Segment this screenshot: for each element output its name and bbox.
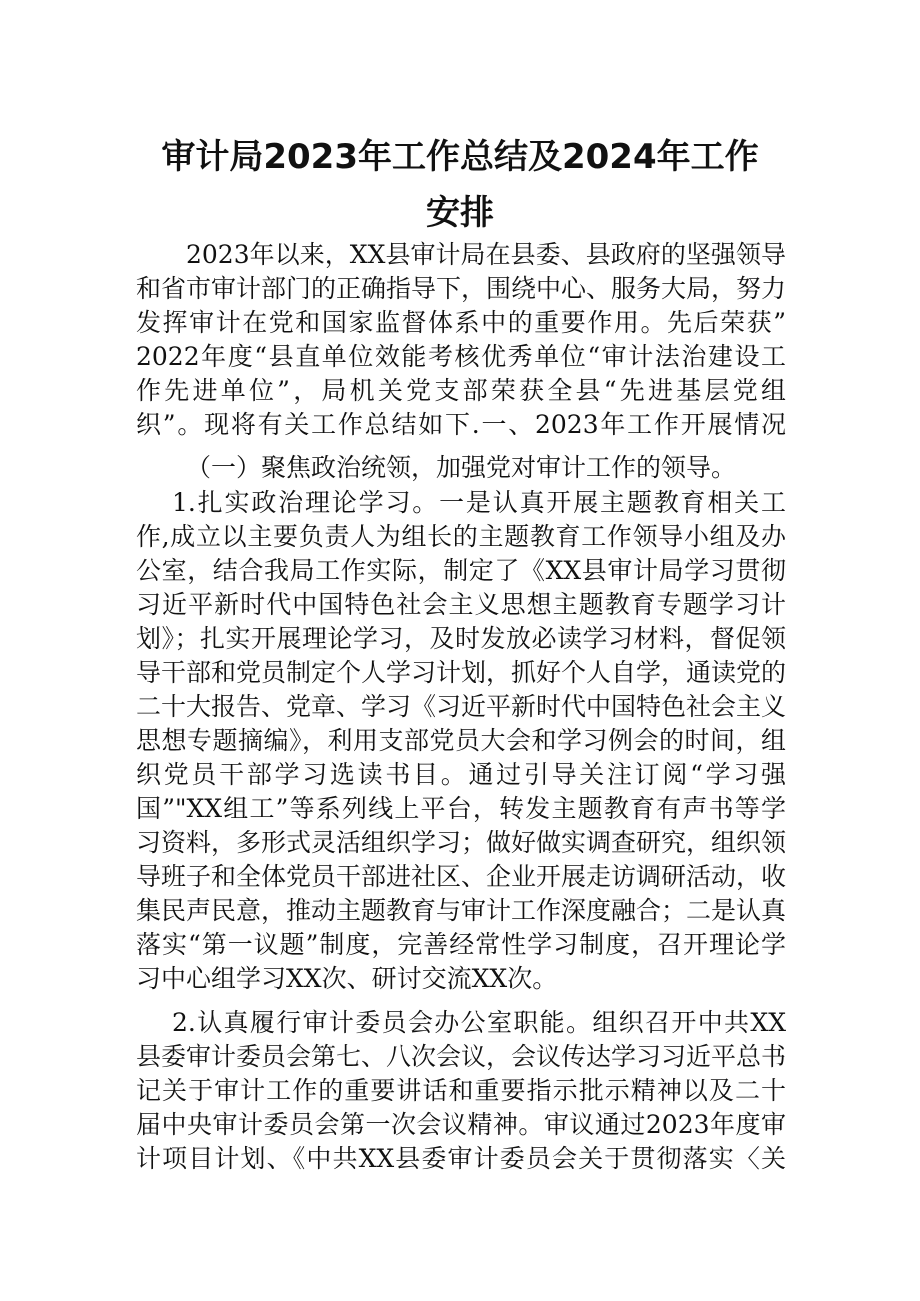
paragraph-line: 和省市审计部门的正确指导下，围绕中心、服务大局，努力 <box>136 274 787 303</box>
paragraph-line: 习近平新时代中国特色社会主义思想主题教育专题学习计 <box>136 590 786 619</box>
paragraph-line: 思想专题摘编》，利用支部党员大会和学习例会的时间，组 <box>136 726 786 755</box>
paragraph-line: 织党员干部学习选读书目。通过引导关注订阅“学习强 <box>136 760 786 789</box>
paragraph-line: 作,成立以主要负责人为组长的主题教育工作领导小组及办 <box>136 522 786 551</box>
paragraph-line: 公室，结合我局工作实际，制定了《XX县审计局学习贯彻 <box>136 556 786 585</box>
paragraph-line: 计项目计划、《中共XX县委审计委员会关于贯彻落实〈关 <box>136 1144 786 1173</box>
paragraph-line: 2022年度“县直单位效能考核优秀单位“审计法治建设工 <box>136 342 786 371</box>
paragraph-line: 落实“第一议题”制度，完善经常性学习制度，召开理论学 <box>136 930 786 959</box>
paragraph-line: 2.认真履行审计委员会办公室职能。组织召开中共XX <box>172 1008 786 1037</box>
paragraph-line: 1.扎实政治理论学习。一是认真开展主题教育相关工 <box>172 488 786 517</box>
paragraph-line: 习资料，多形式灵活组织学习；做好做实调查研究，组织领 <box>136 828 787 857</box>
section-heading: （一）聚焦政治统领，加强党对审计工作的领导。 <box>186 453 737 482</box>
paragraph-line: 织”。现将有关工作总结如下.一、2023年工作开展情况 <box>136 410 786 439</box>
paragraph-line: 二十大报告、党章、学习《习近平新时代中国特色社会主义 <box>136 692 787 721</box>
paragraph-line: 记关于审计工作的重要讲话和重要指示批示精神以及二十 <box>136 1076 786 1105</box>
paragraph-line: 划》；扎实开展理论学习，及时发放必读学习材料，督促领 <box>136 624 786 653</box>
document-title-line-1: 审计局2023年工作总结及2024年工作 <box>161 137 759 177</box>
paragraph-line: 集民声民意，推动主题教育与审计工作深度融合；二是认真 <box>136 896 787 925</box>
paragraph-line: 导班子和全体党员干部进社区、企业开展走访调研活动，收 <box>136 862 787 891</box>
paragraph-line: 届中央审计委员会第一次会议精神。审议通过2023年度审 <box>136 1110 786 1139</box>
paragraph-line: 导干部和党员制定个人学习计划，抓好个人自学，通读党的 <box>136 658 787 687</box>
paragraph-line: 县委审计委员会第七、八次会议，会议传达学习习近平总书 <box>136 1042 787 1071</box>
paragraph-line: 发挥审计在党和国家监督体系中的重要作用。先后荣获” <box>136 308 786 337</box>
paragraph-line: 2023年以来，XX县审计局在县委、县政府的坚强领导 <box>186 240 786 269</box>
paragraph-line: 国”"XX组工”等系列线上平台，转发主题教育有声书等学 <box>136 794 786 823</box>
paragraph-line: 习中心组学习XX次、研讨交流XX次。 <box>136 964 558 993</box>
paragraph-line: 作先进单位”，局机关党支部荣获全县“先进基层党组 <box>136 376 786 405</box>
document-title-line-2: 安排 <box>426 193 494 233</box>
